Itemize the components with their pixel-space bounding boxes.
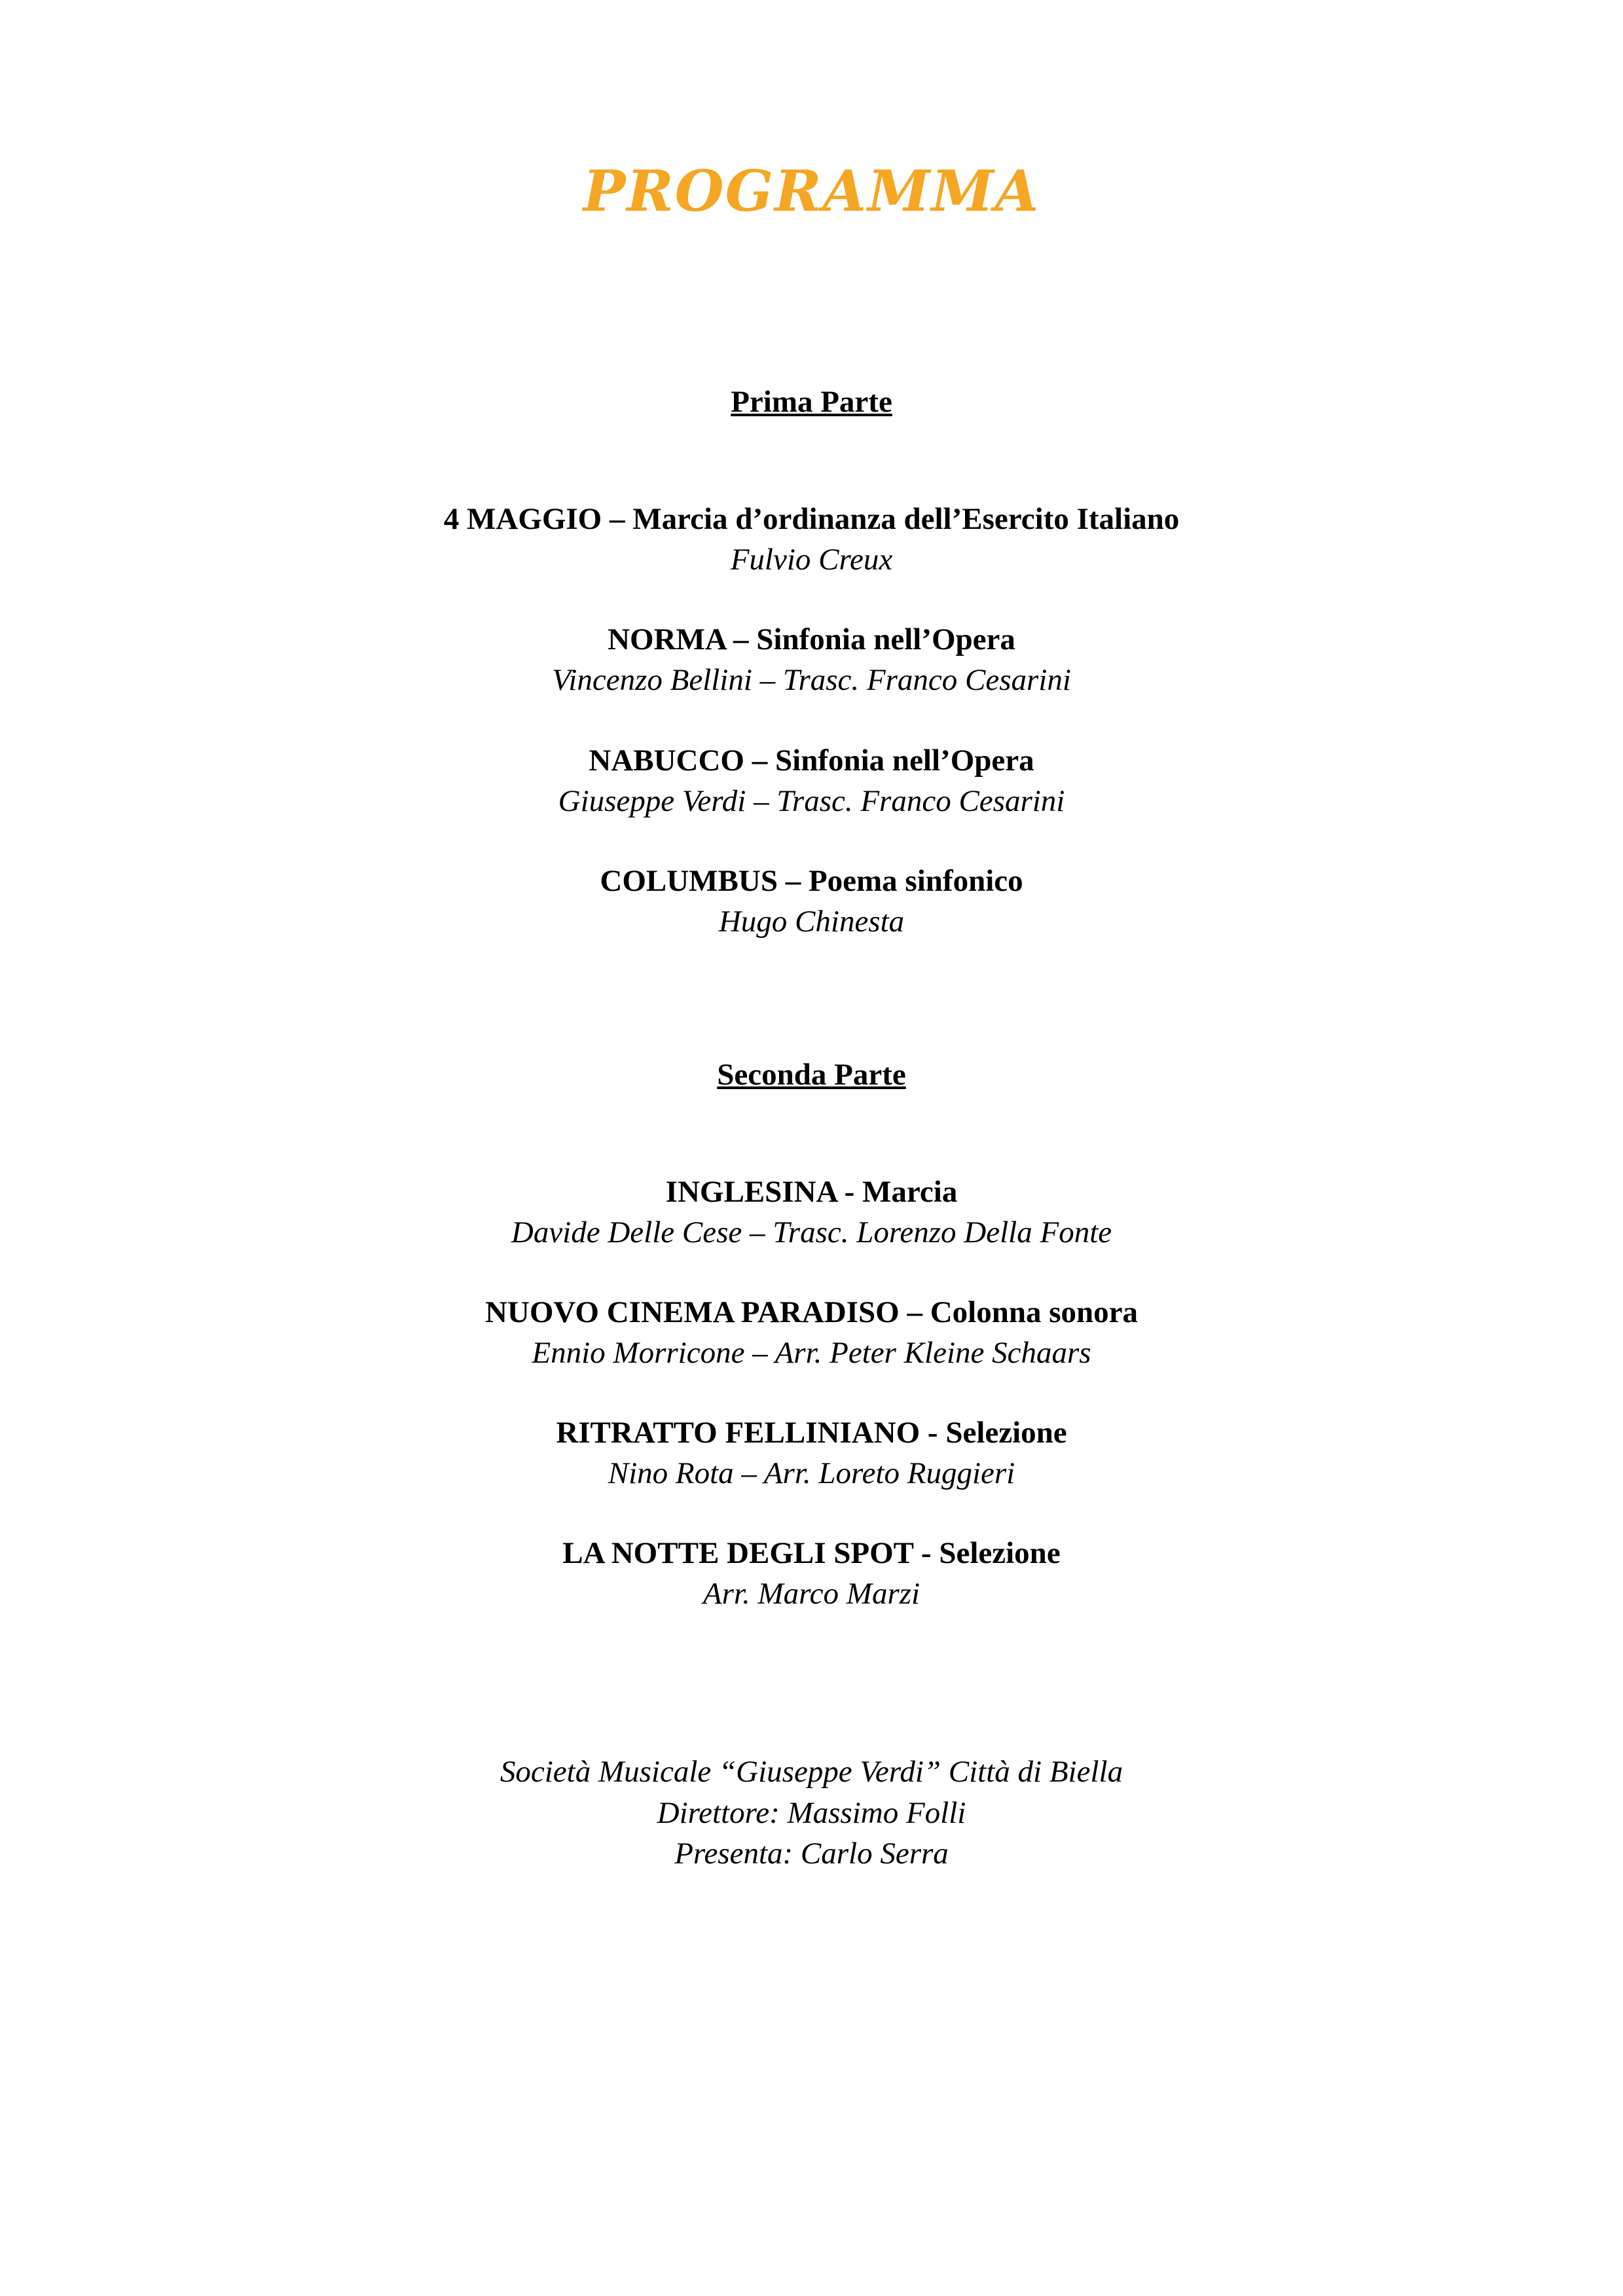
spacer <box>0 701 1623 740</box>
piece-title: NABUCCO – Sinfonia nell’Opera <box>589 743 1034 778</box>
spacer <box>0 220 1623 384</box>
piece-author: Davide Delle Cese – Trasc. Lorenzo Della Fonte <box>511 1215 1112 1250</box>
piece-author: Hugo Chinesta <box>718 904 905 939</box>
page-title: PROGRAMMA <box>583 158 1040 224</box>
piece-title: NUOVO CINEMA PARADISO – Colonna sonora <box>484 1295 1139 1330</box>
list-item <box>0 1412 1623 1494</box>
spacer <box>0 1494 1623 1533</box>
list-item <box>0 861 1623 942</box>
piece-author: Nino Rota – Arr. Loreto Ruggieri <box>608 1456 1015 1491</box>
list-item <box>0 619 1623 700</box>
spacer <box>0 420 1623 499</box>
section-seconda-parte <box>0 1056 1623 1615</box>
spacer <box>0 1253 1623 1292</box>
list-item <box>0 1292 1623 1373</box>
spacer <box>0 580 1623 619</box>
piece-author: Fulvio Creux <box>730 543 893 577</box>
spacer <box>0 942 1623 1056</box>
spacer <box>0 1093 1623 1172</box>
piece-title: RITRATTO FELLINIANO - Selezione <box>556 1416 1067 1450</box>
piece-title: COLUMBUS – Poema sinfonico <box>600 863 1023 898</box>
list-item <box>0 499 1623 580</box>
list-item <box>0 740 1623 821</box>
footer-credits <box>0 1751 1623 1874</box>
section-heading: Prima Parte <box>731 385 892 419</box>
section-heading: Seconda Parte <box>717 1057 906 1092</box>
footer-ensemble: Società Musicale “Giuseppe Verdi” Città di Biella <box>500 1755 1123 1789</box>
piece-author: Vincenzo Bellini – Trasc. Franco Cesarini <box>552 663 1071 698</box>
list-item <box>0 1172 1623 1253</box>
footer-conductor: Direttore: Massimo Folli <box>657 1795 966 1830</box>
footer-presenter: Presenta: Carlo Serra <box>674 1837 949 1871</box>
piece-author: Giuseppe Verdi – Trasc. Franco Cesarini <box>558 783 1065 818</box>
piece-author: Ennio Morricone – Arr. Peter Kleine Schaars <box>532 1336 1091 1371</box>
spacer <box>0 1614 1623 1751</box>
piece-title: INGLESINA - Marcia <box>665 1175 958 1210</box>
piece-author: Arr. Marco Marzi <box>702 1577 921 1611</box>
spacer <box>0 1373 1623 1412</box>
piece-title: 4 MAGGIO – Marcia d’ordinanza dell’Esercito Italiano <box>443 502 1180 537</box>
piece-title: LA NOTTE DEGLI SPOT - Selezione <box>562 1536 1061 1571</box>
spacer <box>0 821 1623 861</box>
list-item <box>0 1533 1623 1614</box>
section-prima-parte <box>0 384 1623 942</box>
piece-title: NORMA – Sinfonia nell’Opera <box>608 622 1015 657</box>
